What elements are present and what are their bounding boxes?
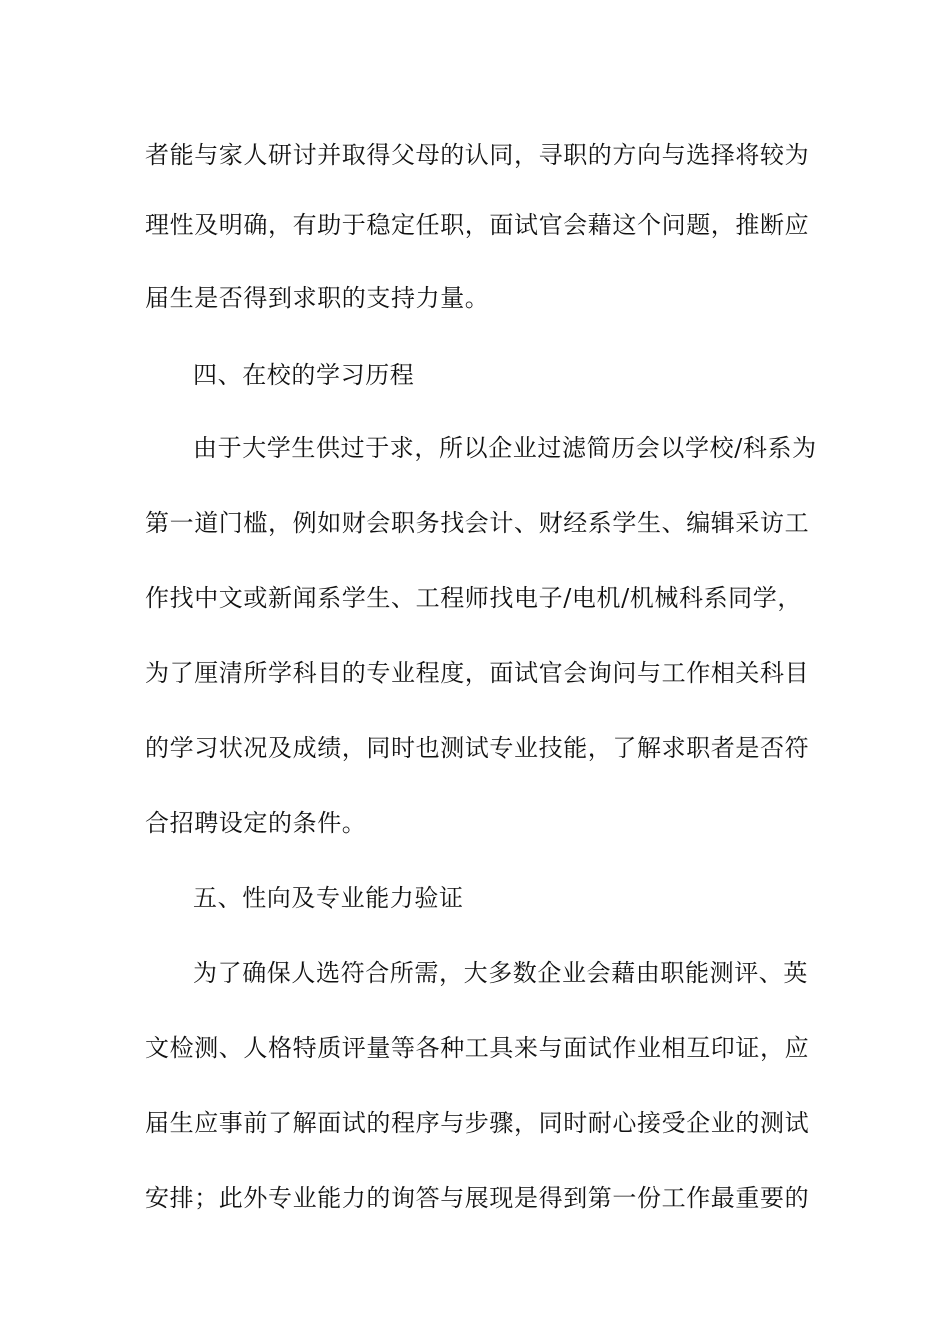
body-text-line: 文检测、人格特质评量等各种工具来与面试作业相互印证，应 [145, 1034, 810, 1062]
body-text-line: 由于大学生供过于求，所以企业过滤简历会以学校/科系为 [193, 434, 817, 462]
body-text-line: 为了确保人选符合所需，大多数企业会藉由职能测评、英 [193, 959, 808, 987]
section-heading-4: 四、在校的学习历程 [193, 361, 415, 389]
body-text-line: 为了厘清所学科目的专业程度，面试官会询问与工作相关科目 [145, 659, 810, 687]
body-text-line: 合招聘设定的条件。 [145, 809, 367, 837]
body-text-line: 届生应事前了解面试的程序与步骤，同时耐心接受企业的测试 [145, 1109, 810, 1137]
body-text-line: 的学习状况及成绩，同时也测试专业技能，了解求职者是否符 [145, 734, 810, 762]
body-text-line: 届生是否得到求职的支持力量。 [145, 284, 490, 312]
body-text-line: 第一道门槛，例如财会职务找会计、财经系学生、编辑采访工 [145, 509, 810, 537]
body-text-line: 安排；此外专业能力的询答与展现是得到第一份工作最重要的 [145, 1184, 810, 1212]
body-text-line: 作找中文或新闻系学生、工程师找电子/电机/机械科系同学， [145, 584, 802, 612]
body-text-line: 理性及明确，有助于稳定任职，面试官会藉这个问题，推断应 [145, 211, 810, 239]
body-text-line: 者能与家人研讨并取得父母的认同，寻职的方向与选择将较为 [145, 141, 810, 169]
section-heading-5: 五、性向及专业能力验证 [193, 884, 464, 912]
